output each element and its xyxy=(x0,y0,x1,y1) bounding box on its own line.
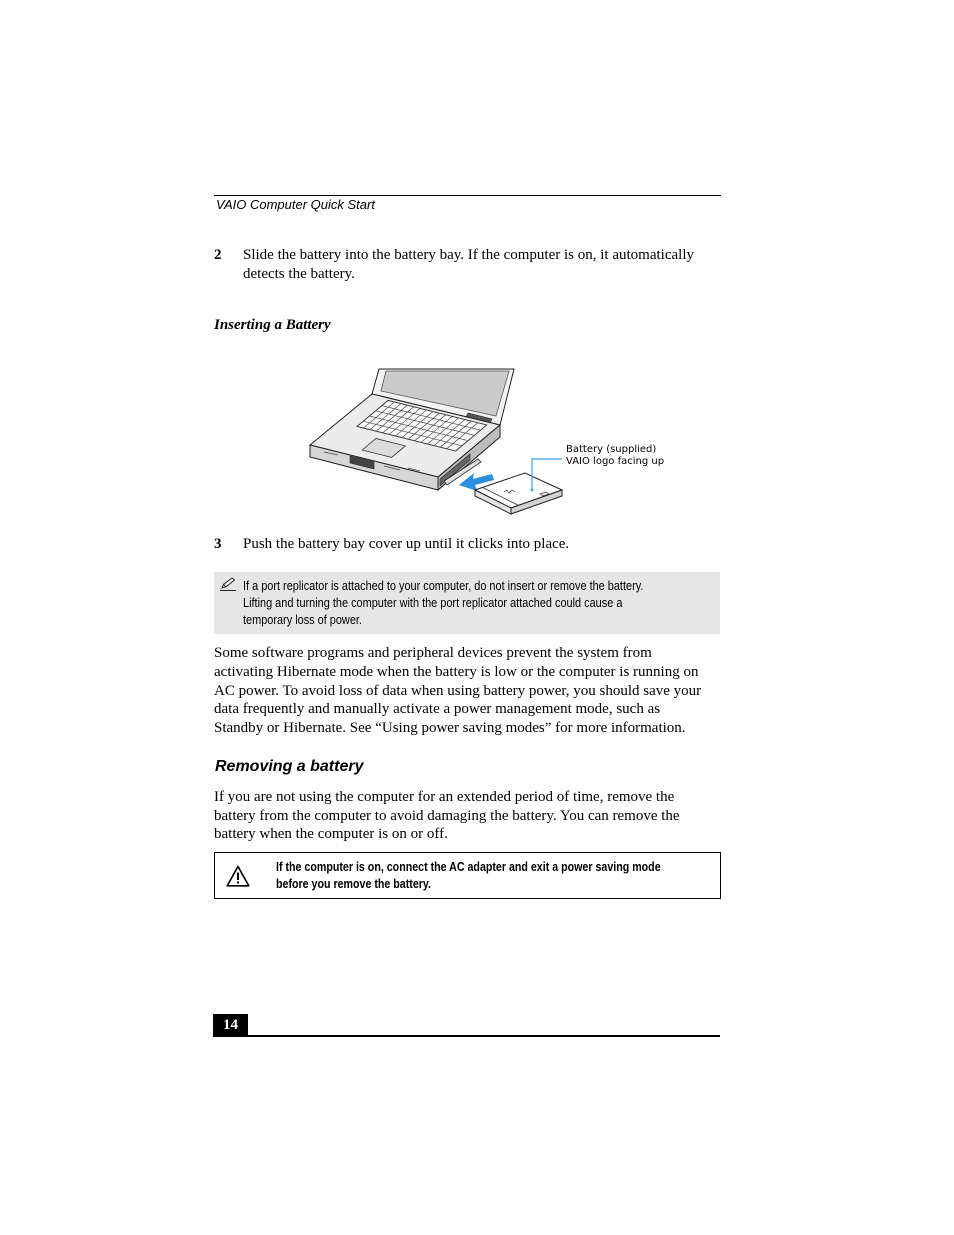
note-text-line: temporary loss of power. xyxy=(243,612,362,627)
inserting-battery-illustration xyxy=(300,360,700,520)
paragraph-line: activating Hibernate mode when the battery is low or the computer is running on xyxy=(214,663,699,680)
callout-dot xyxy=(531,489,534,492)
section-heading: Removing a battery xyxy=(215,758,364,775)
warning-triangle-icon xyxy=(226,865,250,887)
callout-label-battery: Battery (supplied) xyxy=(566,444,657,455)
footer-rule xyxy=(213,1035,720,1037)
running-head-title: VAIO Computer Quick Start xyxy=(216,197,375,212)
step-text xyxy=(243,246,694,284)
paragraph-line: If you are not using the computer for an extended period of time, remove the xyxy=(214,789,675,805)
paragraph-line: Standby or Hibernate. See “Using power saving modes” for more information. xyxy=(214,720,686,736)
note-text-line: Lifting and turning the computer with the port replicator attached could cause a xyxy=(243,595,623,610)
step-number: 3 xyxy=(214,536,222,552)
paragraph-line: battery when the computer is on or off. xyxy=(214,826,448,842)
note-pencil-icon xyxy=(219,577,237,592)
warning-text-line: before you remove the battery. xyxy=(276,876,432,891)
callout-label-logo: VAIO logo facing up xyxy=(566,456,665,467)
note-box xyxy=(214,572,720,634)
step-text xyxy=(243,535,569,554)
warning-text xyxy=(276,858,661,892)
note-text xyxy=(243,577,643,628)
page-number: 14 xyxy=(213,1014,248,1036)
step-text-line: detects the battery. xyxy=(243,266,355,282)
paragraph-line: battery from the computer to avoid damaging the battery. You can remove the xyxy=(214,807,680,824)
warning-box xyxy=(214,852,721,899)
hibernate-paragraph xyxy=(214,644,724,738)
removing-paragraph xyxy=(214,788,724,844)
paragraph-line: AC power. To avoid loss of data when using battery power, you should save your xyxy=(214,682,702,699)
figure-caption: Inserting a Battery xyxy=(214,317,331,333)
header-rule xyxy=(214,195,721,196)
warning-text-line: If the computer is on, connect the AC adapter and exit a power saving mode xyxy=(276,859,661,874)
note-text-line: If a port replicator is attached to your computer, do not insert or remove the battery. xyxy=(243,578,644,593)
step-text-line: Slide the battery into the battery bay. If the computer is on, it automatically xyxy=(243,247,694,263)
paragraph-line: data frequently and manually activate a power management mode, such as xyxy=(214,701,661,718)
step-number: 2 xyxy=(214,247,222,263)
step-2 xyxy=(214,246,724,284)
paragraph-line: Some software programs and peripheral devices prevent the system from xyxy=(214,645,652,661)
step-3 xyxy=(214,535,724,554)
step-text-line: Push the battery bay cover up until it clicks into place. xyxy=(243,536,570,552)
